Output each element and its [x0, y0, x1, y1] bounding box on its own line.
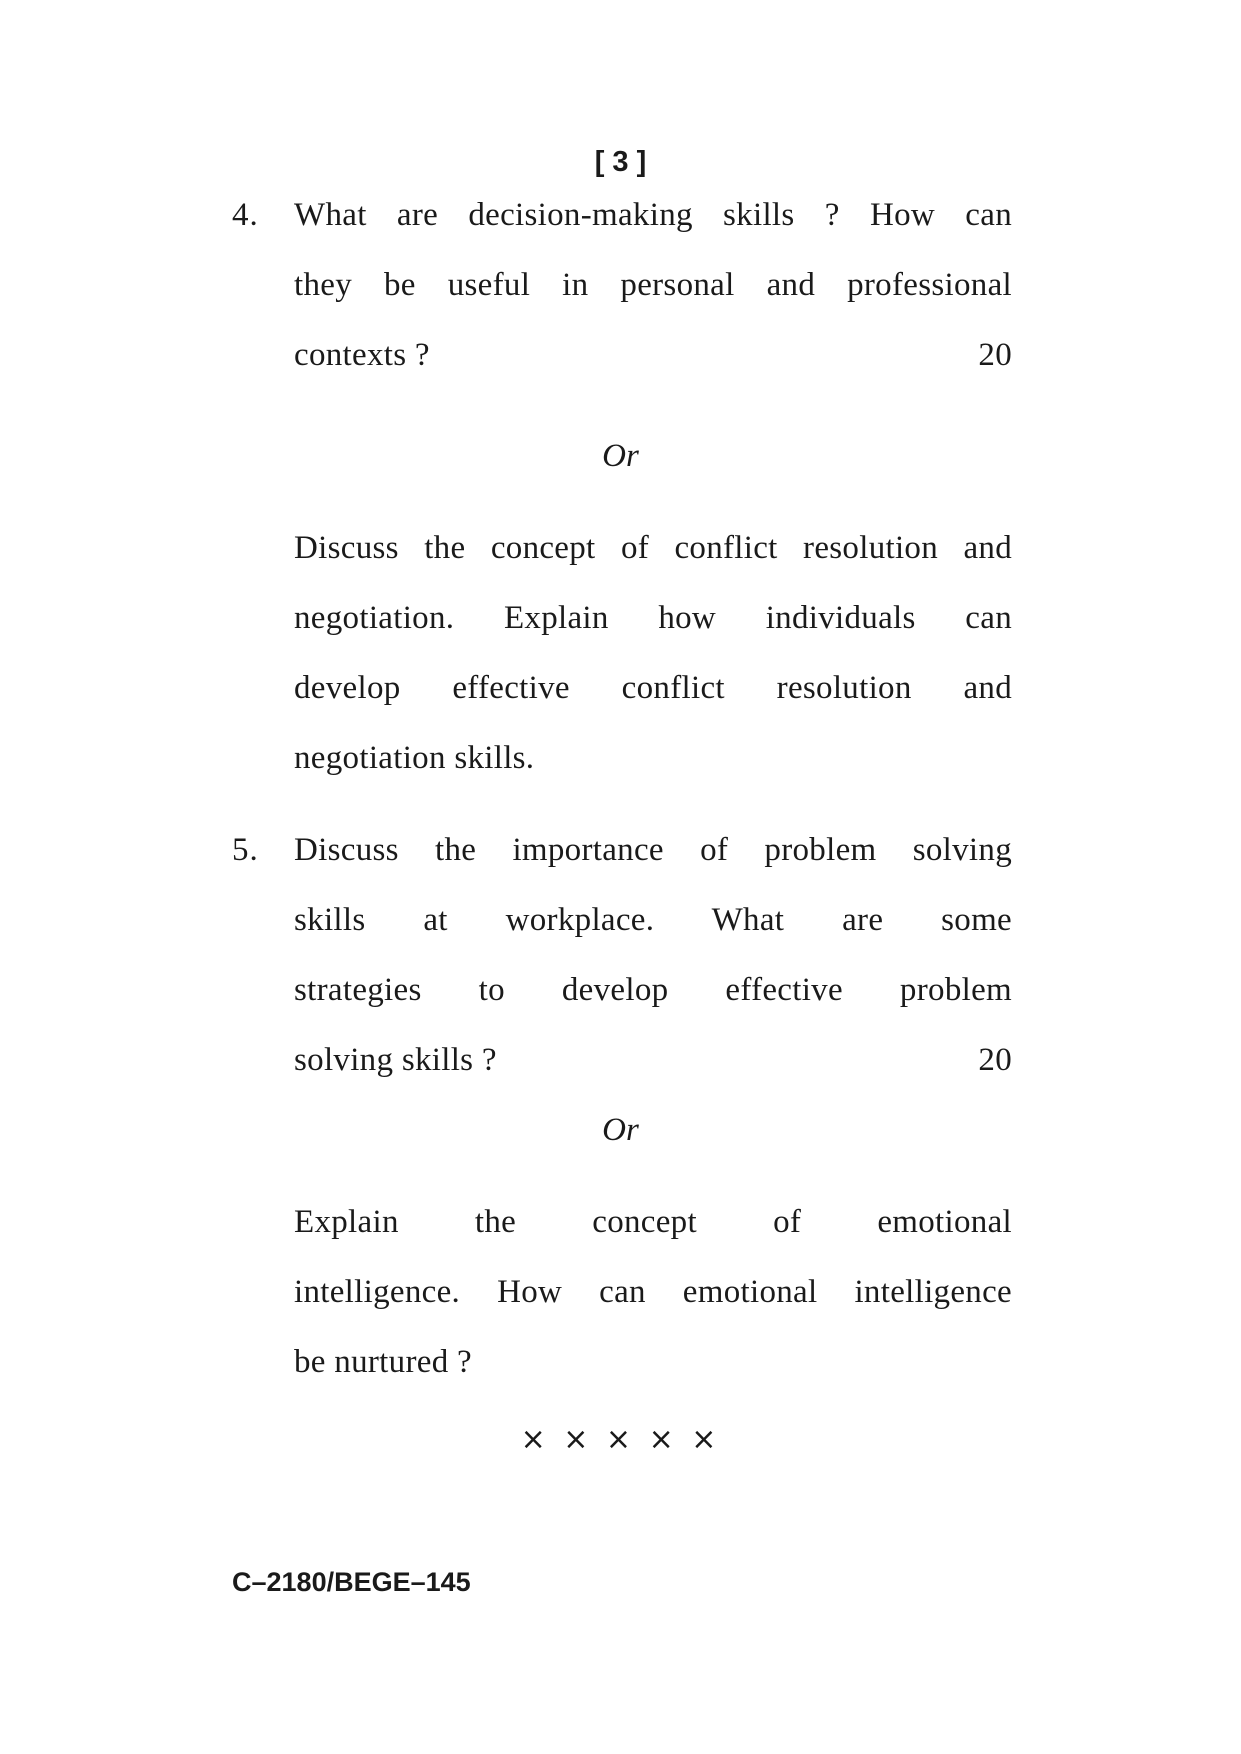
marks: 20 [978, 1042, 1012, 1078]
question-line: skills at workplace. What are some [294, 902, 1012, 938]
question-line: solving skills ? [294, 1042, 497, 1078]
question-line: they be useful in personal and professional [294, 267, 1012, 303]
or-divider: Or [602, 438, 639, 474]
alternative-line: intelligence. How can emotional intelligence [294, 1274, 1012, 1310]
alternative-line: develop effective conflict resolution and [294, 670, 1012, 706]
question-line: Discuss the importance of problem solving [294, 832, 1012, 868]
question-line: strategies to develop effective problem [294, 972, 1012, 1008]
or-divider: Or [602, 1112, 639, 1148]
question-line: What are decision-making skills ? How can [294, 197, 1012, 233]
question-last-line [294, 1025, 1012, 1095]
paper-code: C–2180/BEGE–145 [232, 1567, 471, 1597]
question-text [294, 180, 1012, 390]
alternative-line: negotiation skills. [294, 740, 535, 776]
question-text [294, 815, 1012, 1095]
question-last-line [294, 320, 1012, 390]
alternative-line: Explain the concept of emotional [294, 1204, 1012, 1240]
page-number: [ 3 ] [594, 146, 647, 178]
question-number: 4. [232, 197, 259, 233]
marks: 20 [978, 337, 1012, 373]
question-line: contexts ? [294, 337, 430, 373]
alternative-line: be nurtured ? [294, 1344, 472, 1380]
alternative-line: negotiation. Explain how individuals can [294, 600, 1012, 636]
question-number: 5. [232, 832, 259, 868]
alternative-line: Discuss the concept of conflict resolution and [294, 530, 1012, 566]
end-of-paper-marks: × × × × × [520, 1422, 721, 1457]
alternative-text [294, 1187, 1012, 1397]
alternative-text [294, 513, 1012, 793]
